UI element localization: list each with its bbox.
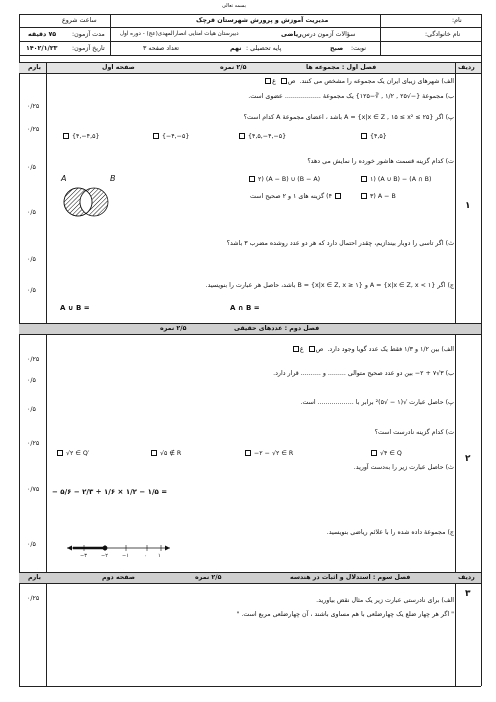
s2-te-opt-3[interactable]: √۵ ∉ R <box>150 450 181 457</box>
s1-te-opt-4[interactable]: ۴) گزینه های ۱ و ۲ صحیح است <box>250 193 342 200</box>
column-header-row <box>19 62 481 74</box>
bottom-border <box>19 686 481 687</box>
header-top-border <box>19 14 481 15</box>
s1-yes-box[interactable] <box>281 78 287 84</box>
section1-points: ۲/۵ نمره <box>220 64 247 71</box>
s1-score-be: ۰/۲۵ <box>27 126 40 133</box>
s2-question-jim: ج) مجموعهٔ داده شده را با علائم ریاضی بنویسید. <box>326 529 454 536</box>
s2-te-opt-2[interactable]: −۲ − √۲ ∈ R <box>244 450 293 457</box>
venn-label-b: B <box>110 174 116 183</box>
s2-te-opt-1[interactable]: √۴ ∈ Q <box>370 450 402 457</box>
nl-label-0: ۰ <box>144 553 147 559</box>
header-divider-left <box>110 14 111 55</box>
s2-question-se: ث) حاصل عبارت زیر را به‌دست آورید. <box>353 464 454 471</box>
row-col-divider <box>455 62 456 686</box>
s2-score-jim: ۰/۵ <box>27 541 36 548</box>
s1-yes-label: ص <box>287 78 296 85</box>
page2-label: صفحه دوم <box>102 574 135 581</box>
exam-subject-label: سؤالات آزمون درس <box>302 31 356 38</box>
s2-question-be: ب) ۳√۷ + ۲− بین دو عدد صحیح متوالی ......... و .......... قرار دارد. <box>273 370 454 377</box>
number-line <box>64 534 174 564</box>
s1-score-pe: ۰/۵ <box>27 164 36 171</box>
s1-score-jim: ۰/۵ <box>27 287 36 294</box>
score-col-divider <box>46 62 47 686</box>
nl-label-m1: ۱− <box>122 553 129 559</box>
s2-yes-box[interactable] <box>309 346 315 352</box>
nl-label-1: ۱ <box>158 553 161 559</box>
s2-question-alef: الف) بین ۱/۲ و ۱/۳ فقط یک عدد گویا وجود دارد. ص غ <box>292 346 454 353</box>
duration-label: مدت آزمون: <box>72 31 105 38</box>
right-border <box>481 14 482 686</box>
s2-score-be: ۰/۵ <box>27 377 36 384</box>
s2-question-pe: پ) حاصل عبارت √(۱ − √۵)² برابر با .................. است. <box>300 399 454 406</box>
shift-label: نوبت: <box>351 45 367 52</box>
s1-jim-union: A ∪ B = <box>60 304 90 312</box>
section2-points: ۲/۵ نمره <box>160 325 187 332</box>
s1-pe-opt-1[interactable]: {۴,۵} <box>360 133 387 140</box>
grade-label: پایه تحصیلی : <box>246 45 282 52</box>
s2-yes-label: ص <box>315 346 324 353</box>
duration-value: ۷۵ دقیقه <box>28 31 57 38</box>
venn-label-a: A <box>61 174 67 183</box>
pages-count: تعداد صفحه ۳ <box>143 45 180 52</box>
s2-question-te: ت) کدام گزینه نادرست است؟ <box>374 429 454 436</box>
s1-pe-opt-2[interactable]: {۴,۵,−۴,−۵} <box>238 133 286 140</box>
s2-score-alef: ۰/۲۵ <box>27 356 40 363</box>
left-border <box>19 14 20 686</box>
s1-jim-intersection: A ∩ B = <box>230 304 260 312</box>
s1-pe-opt-3[interactable]: {−۴,−۵} <box>152 133 189 140</box>
s1-score-alef: ۰/۲۵ <box>27 103 40 110</box>
header-line-3 <box>19 55 481 56</box>
section3-band <box>19 572 481 584</box>
name-label: نام: <box>452 17 462 24</box>
s1-no-box[interactable] <box>265 78 271 84</box>
s2-te-opt-4[interactable]: √۲ ∈ Q′ <box>56 450 89 457</box>
bismillah: بسمه تعالی <box>222 3 247 9</box>
s2-se-expression: − ۵/۶ − ۲/۳ ÷ ۱/۶ × ۱/۲ − ۱/۵ = <box>52 488 168 496</box>
header-line-2 <box>19 41 481 42</box>
start-time-label: ساعت شروع <box>62 17 97 24</box>
org-title: مدیریت آموزش و پرورش شهرستان قرچک <box>196 17 329 24</box>
s1-question-alef: الف) شهرهای زیبای ایران یک مجموعه را مشخص می کنند. ص غ <box>264 78 454 85</box>
s1-question-te: ت) کدام گزینه قسمت هاشور خورده را نمایش می دهد؟ <box>307 158 454 165</box>
s2-score-se: ۰/۷۵ <box>27 486 40 493</box>
s3-score-col-label: بارم <box>28 574 41 581</box>
family-label: نام خانوادگی: <box>425 31 461 38</box>
s1-score-te: ۰/۵ <box>27 209 36 216</box>
section2-title: فصل دوم : عددهای حقیقی <box>234 325 320 332</box>
page1-label: صفحه اول <box>102 64 135 71</box>
s1-question-be: ب) مجموعهٔ {−√۲۵ , ۱/۲ , ∛−۱۲۵} یک مجموعهٔ .................. عضوی است. <box>248 93 454 100</box>
s1-pe-opt-4[interactable]: {۴,−۴,۵} <box>62 133 99 140</box>
s1-question-jim: ج) اگر A = {x|x ∈ Z, x < ۱} و B = {x|x ∈ Z, x ≥ ۱} باشد، حاصل هر عبارت را بنویسید. <box>205 282 454 289</box>
score-col-label: بارم <box>28 64 41 71</box>
section1-title: فصل اول : مجموعه ها <box>306 64 377 71</box>
s3-score-alef: ۰/۲۵ <box>27 595 40 602</box>
s1-question-pe: پ) اگر A = {x|x ∈ Z , ۱۵ ≤ x² ≤ ۲۵} باشد ، اعضای مجموعهٔ A کدام است؟ <box>243 114 454 121</box>
header-line-1 <box>19 27 481 28</box>
s1-te-opt-3[interactable]: ۳) A − B <box>360 193 396 200</box>
s1-te-opt-2[interactable]: ۲) (A − B) ∪ (B − A) <box>248 176 320 183</box>
date-label: تاریخ آزمون: <box>72 45 105 52</box>
header-divider-right <box>380 14 381 55</box>
s2-score-te: ۰/۲۵ <box>27 440 40 447</box>
row-col-label: ردیف <box>458 64 475 71</box>
s1-question-se: ث) اگر تاسی را دوبار بیندازیم، چقدر احتمال دارد که هر دو عدد روشده مضرب ۳ باشد؟ <box>226 240 454 247</box>
s2-no-box[interactable] <box>293 346 299 352</box>
section3-points: ۲/۵ نمره <box>195 574 222 581</box>
exam-subject: ریاضی <box>281 31 302 38</box>
school-name: دبیرستان هیات امنایی انصارالمهدی(عج) - دوره اول <box>120 31 239 37</box>
s3-row-col-label: ردیف <box>458 574 475 581</box>
section3-title: فصل سوم : استدلال و اثبات در هندسه <box>290 574 411 581</box>
s1-te-opt-1[interactable]: ۱) (A ∪ B) − (A ∩ B) <box>360 176 431 183</box>
s2-score-pe: ۰/۵ <box>27 406 36 413</box>
s2-no-label: غ <box>299 346 304 353</box>
grade-value: نهم <box>230 45 242 52</box>
s1-score-se: ۰/۵ <box>27 256 36 263</box>
s2-row-number: ۲ <box>465 454 471 464</box>
s1-no-label: غ <box>272 78 276 85</box>
shift-value: صبح <box>330 45 344 52</box>
nl-label-m3: ۳− <box>80 553 87 559</box>
s3-row-number: ۳ <box>465 589 471 599</box>
date-value: ۱۴۰۲/۱/۲۳ <box>26 45 58 52</box>
s1-row-number: ۱ <box>465 201 471 211</box>
s3-question-alef-statement: " اگر هر چهار ضلع یک چهارضلعی با هم مساوی باشند ، آن چهارضلعی مربع است. " <box>236 611 454 618</box>
s3-question-alef: الف) برای نادرستی عبارت زیر یک مثال نقض بیاورید. <box>316 597 454 604</box>
nl-label-m2: ۲− <box>101 553 108 559</box>
venn-diagram <box>56 180 116 222</box>
